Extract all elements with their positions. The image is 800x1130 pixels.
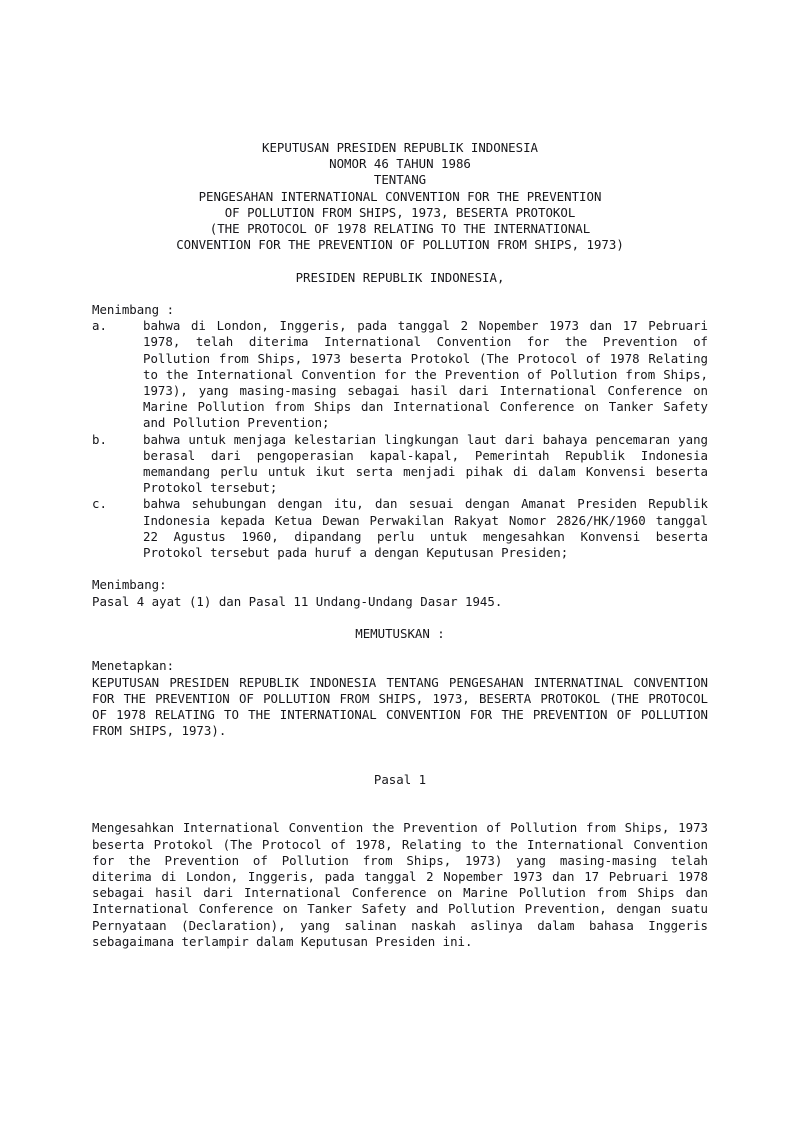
spacer (92, 739, 708, 771)
list-marker: c. (92, 496, 107, 512)
spacer (92, 610, 708, 626)
decide-heading: MEMUTUSKAN : (355, 626, 445, 642)
spacer (92, 561, 708, 577)
article-heading: Pasal 1 (373, 771, 427, 787)
considering-list (92, 318, 708, 561)
considering-section (92, 302, 708, 561)
list-marker: b. (92, 431, 107, 447)
authority-line: PRESIDEN REPUBLIK INDONESIA, (295, 269, 505, 285)
title-line-7: CONVENTION FOR THE PREVENTION OF POLLUTION FROM SHIPS, 1973) (176, 237, 624, 253)
legal-basis-section (92, 577, 708, 609)
list-item (92, 318, 708, 431)
document-title-block (92, 140, 708, 253)
article-text: Mengesahkan International Convention the Prevention of Pollution from Ships, 1973 beserta Protokol (The Protocol of 1978, Relating to the International Convention for the Prevention of Pollution from Ships, 1973) yang masing-masing telah diterima di London, Inggeris, pada tanggal 2 Nopember 1973 dan 17 Pebruari 1978 sebagai hasil dari International Conference on Marine Pollution from Ships dan International Conference on Tanker Safety and Pollution Prevention, dengan suatu Pernyataan (Declaration), yang salinan naskah aslinya dalam bahasa Inggeris sebagaimana terlampir dalam Keputusan Presiden ini. (92, 820, 708, 949)
list-item (92, 496, 708, 561)
spacer (92, 788, 708, 820)
list-item-text: bahwa untuk menjaga kelestarian lingkungan laut dari bahaya pencemaran yang berasal dari pengoperasian kapal-kapal, Pemerintah Republik Indonesia memandang perlu untuk ikut serta menjadi pihak di dalam Konvensi beserta Protokol tersebut; (143, 431, 708, 496)
list-item-text: bahwa di London, Inggeris, pada tanggal 2 Nopember 1973 dan 17 Pebruari 1978, telah diterima International Convention for the Prevention of Pollution from Ships, 1973 beserta Protokol (The Protocol of 1978 Relating to the International Convention for the Prevention of Pollution from Ships, 1973), yang masing-masing sebagai hasil dari International Conference on Marine Pollution from Ships dan International Conference on Tanker Safety and Pollution Prevention; (143, 318, 708, 431)
title-line-5: OF POLLUTION FROM SHIPS, 1973, BESERTA PROTOKOL (224, 204, 576, 220)
legal-basis-heading: Menimbang: (92, 577, 167, 593)
title-line-4: PENGESAHAN INTERNATIONAL CONVENTION FOR THE PREVENTION (198, 188, 602, 204)
document-body (92, 140, 708, 950)
establishing-heading: Menetapkan: (92, 658, 175, 674)
considering-heading: Menimbang : (92, 302, 175, 317)
list-marker: a. (92, 318, 107, 334)
establishing-section (92, 658, 708, 739)
list-item (92, 432, 708, 497)
establishing-text: KEPUTUSAN PRESIDEN REPUBLIK INDONESIA TENTANG PENGESAHAN INTERNATINAL CONVENTION FOR THE PREVENTION OF POLLUTION FROM SHIPS, 1973, BESERTA PROTOKOL (THE PROTOCOL OF 1978 RELATING TO THE INTERNATIONAL CONVENTION FOR THE PREVENTION OF POLLUTION FROM SHIPS, 1973). (92, 674, 708, 739)
title-line-number: NOMOR 46 TAHUN 1986 (329, 156, 471, 172)
spacer (92, 253, 708, 269)
title-line-6: (THE PROTOCOL OF 1978 RELATING TO THE INTERNATIONAL (209, 221, 591, 237)
title-line-tentang: TENTANG (373, 172, 427, 188)
title-line-1: KEPUTUSAN PRESIDEN REPUBLIK INDONESIA (261, 140, 538, 155)
spacer (92, 642, 708, 658)
legal-basis-text: Pasal 4 ayat (1) dan Pasal 11 Undang-Undang Dasar 1945. (92, 593, 503, 609)
list-item-text: bahwa sehubungan dengan itu, dan sesuai dengan Amanat Presiden Republik Indonesia kepada Ketua Dewan Perwakilan Rakyat Nomor 2826/HK/1960 tanggal 22 Agustus 1960, dipandang perlu untuk mengesahkan Konvensi beserta Protokol tersebut pada huruf a dengan Keputusan Presiden; (143, 496, 708, 561)
spacer (92, 286, 708, 302)
